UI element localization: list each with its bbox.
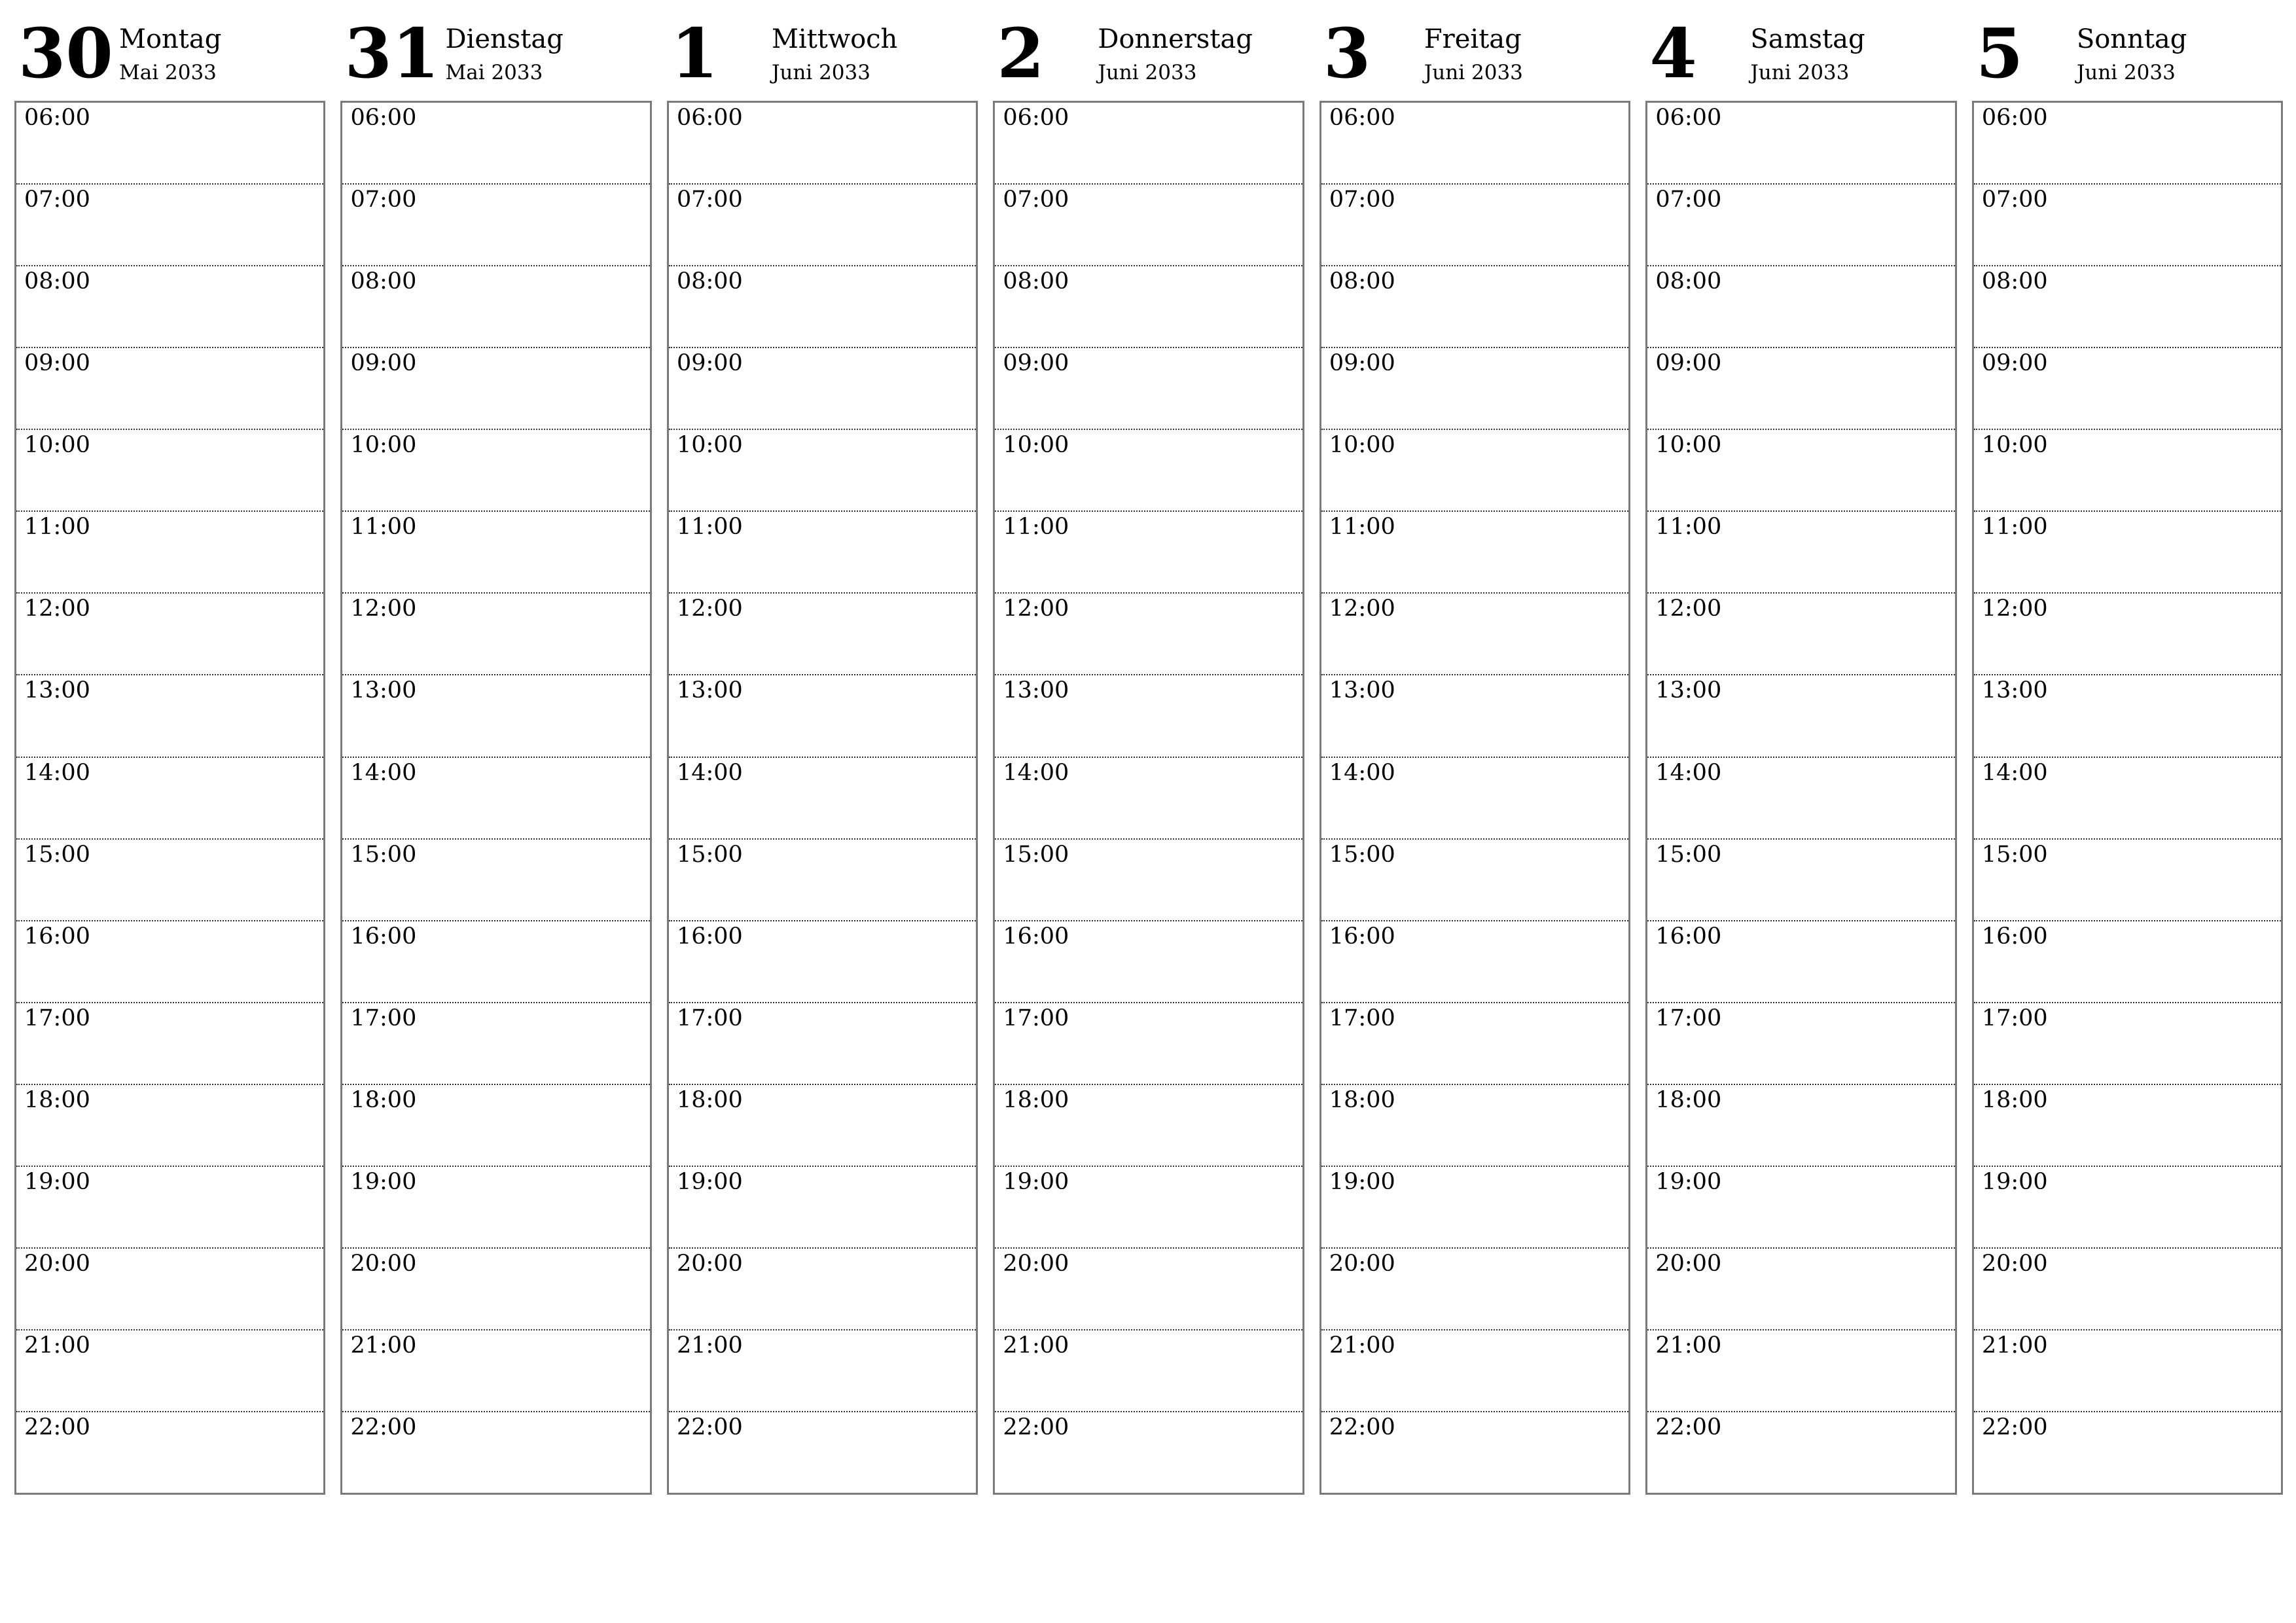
time-label: 06:00 — [1003, 105, 1069, 131]
time-label: 21:00 — [1655, 1332, 1722, 1359]
time-slot[interactable] — [1647, 347, 1954, 429]
time-label: 13:00 — [1655, 677, 1722, 704]
day-column — [1319, 13, 1630, 1497]
time-label: 21:00 — [24, 1332, 90, 1359]
time-label: 19:00 — [1329, 1168, 1395, 1195]
time-slot[interactable] — [1974, 1411, 2281, 1493]
time-slot[interactable] — [1974, 265, 2281, 347]
time-slot[interactable] — [995, 429, 1302, 510]
time-label: 18:00 — [1655, 1086, 1722, 1113]
time-label: 22:00 — [676, 1414, 743, 1440]
time-slot[interactable] — [1647, 592, 1954, 674]
time-label: 16:00 — [1655, 923, 1722, 950]
time-label: 22:00 — [1981, 1414, 2048, 1440]
time-label: 10:00 — [1003, 432, 1069, 459]
time-label: 16:00 — [350, 923, 417, 950]
time-label: 08:00 — [1981, 268, 2048, 295]
time-slot[interactable] — [342, 920, 649, 1002]
time-label: 06:00 — [1655, 105, 1722, 131]
time-label: 20:00 — [1329, 1250, 1395, 1277]
time-label: 08:00 — [1329, 268, 1395, 295]
time-slot[interactable] — [1974, 429, 2281, 510]
time-slot[interactable] — [342, 757, 649, 838]
time-label: 18:00 — [1329, 1086, 1395, 1113]
day-column — [340, 13, 651, 1497]
day-header — [1645, 13, 1956, 101]
time-slot[interactable] — [16, 1166, 323, 1247]
time-label: 11:00 — [1655, 514, 1722, 541]
day-number: 3 — [1323, 13, 1371, 94]
day-schedule-box — [667, 101, 978, 1495]
time-slot[interactable] — [1321, 757, 1628, 838]
time-label: 13:00 — [24, 677, 90, 704]
day-header — [1972, 13, 2283, 101]
time-slot[interactable] — [1321, 1084, 1628, 1166]
time-slot[interactable] — [1974, 1002, 2281, 1084]
time-label: 15:00 — [1981, 841, 2048, 868]
time-slot[interactable] — [342, 1411, 649, 1493]
time-slot[interactable] — [669, 103, 976, 183]
day-schedule-box — [1319, 101, 1630, 1495]
time-slot[interactable] — [669, 429, 976, 510]
time-label: 13:00 — [1329, 677, 1395, 704]
time-label: 09:00 — [1655, 350, 1722, 377]
time-slot[interactable] — [669, 592, 976, 674]
time-slot[interactable] — [669, 183, 976, 265]
time-label: 22:00 — [1655, 1414, 1722, 1440]
time-slot[interactable] — [16, 103, 323, 183]
time-slot[interactable] — [995, 1329, 1302, 1411]
time-slot[interactable] — [1321, 1247, 1628, 1329]
time-label: 10:00 — [1981, 432, 2048, 459]
day-month: Juni 2033 — [1750, 61, 1850, 84]
time-label: 15:00 — [1329, 841, 1395, 868]
day-schedule-box — [340, 101, 651, 1495]
time-label: 15:00 — [350, 841, 417, 868]
time-label: 13:00 — [1003, 677, 1069, 704]
time-label: 17:00 — [1329, 1005, 1395, 1031]
time-slot[interactable] — [16, 1411, 323, 1493]
time-slot[interactable] — [16, 757, 323, 838]
time-label: 10:00 — [24, 432, 90, 459]
time-label: 12:00 — [1981, 596, 2048, 622]
time-slot[interactable] — [1321, 592, 1628, 674]
time-label: 17:00 — [1981, 1005, 2048, 1031]
day-header — [1319, 13, 1630, 101]
time-label: 18:00 — [1003, 1086, 1069, 1113]
time-label: 12:00 — [676, 596, 743, 622]
time-label: 07:00 — [1981, 187, 2048, 213]
time-slot[interactable] — [669, 265, 976, 347]
time-slot[interactable] — [342, 592, 649, 674]
time-slot[interactable] — [669, 347, 976, 429]
time-slot[interactable] — [16, 838, 323, 920]
time-label: 07:00 — [1655, 187, 1722, 213]
time-slot[interactable] — [669, 1002, 976, 1084]
time-slot[interactable] — [669, 1247, 976, 1329]
time-slot[interactable] — [1647, 103, 1954, 183]
time-label: 07:00 — [24, 187, 90, 213]
time-label: 07:00 — [1329, 187, 1395, 213]
day-header — [993, 13, 1304, 101]
day-name: Montag — [119, 24, 222, 54]
time-label: 06:00 — [350, 105, 417, 131]
time-slot[interactable] — [1974, 920, 2281, 1002]
time-label: 12:00 — [24, 596, 90, 622]
day-name: Mittwoch — [771, 24, 898, 54]
time-slot[interactable] — [16, 1084, 323, 1166]
time-slot[interactable] — [669, 1329, 976, 1411]
time-slot[interactable] — [1321, 1166, 1628, 1247]
time-label: 13:00 — [676, 677, 743, 704]
day-month: Mai 2033 — [119, 61, 217, 84]
time-slot[interactable] — [995, 183, 1302, 265]
day-name: Dienstag — [445, 24, 564, 54]
weekly-planner — [14, 13, 2283, 1497]
time-label: 06:00 — [1329, 105, 1395, 131]
time-label: 11:00 — [1003, 514, 1069, 541]
time-label: 22:00 — [24, 1414, 90, 1440]
time-slot[interactable] — [1321, 1002, 1628, 1084]
time-slot[interactable] — [1321, 920, 1628, 1002]
day-number: 2 — [997, 13, 1045, 94]
time-slot[interactable] — [995, 510, 1302, 592]
time-slot[interactable] — [995, 1166, 1302, 1247]
time-slot[interactable] — [1647, 1247, 1954, 1329]
time-slot[interactable] — [995, 920, 1302, 1002]
day-month: Juni 2033 — [771, 61, 870, 84]
day-name: Samstag — [1750, 24, 1865, 54]
time-label: 09:00 — [24, 350, 90, 377]
time-slot[interactable] — [342, 265, 649, 347]
time-label: 21:00 — [1981, 1332, 2048, 1359]
time-slot[interactable] — [342, 429, 649, 510]
time-label: 07:00 — [350, 187, 417, 213]
day-month: Juni 2033 — [1098, 61, 1197, 84]
time-slot[interactable] — [16, 674, 323, 756]
time-label: 17:00 — [350, 1005, 417, 1031]
time-label: 12:00 — [1655, 596, 1722, 622]
time-label: 20:00 — [1003, 1250, 1069, 1277]
time-slot[interactable] — [342, 1329, 649, 1411]
time-slot[interactable] — [1974, 510, 2281, 592]
time-slot[interactable] — [1321, 674, 1628, 756]
time-slot[interactable] — [342, 1166, 649, 1247]
time-label: 20:00 — [350, 1250, 417, 1277]
time-slot[interactable] — [342, 347, 649, 429]
time-slot[interactable] — [669, 674, 976, 756]
time-label: 12:00 — [350, 596, 417, 622]
time-label: 10:00 — [1329, 432, 1395, 459]
time-label: 22:00 — [1003, 1414, 1069, 1440]
time-label: 22:00 — [350, 1414, 417, 1440]
day-schedule-box — [1972, 101, 2283, 1495]
day-number: 4 — [1649, 13, 1697, 94]
time-label: 18:00 — [1981, 1086, 2048, 1113]
day-number: 5 — [1975, 13, 2024, 94]
time-label: 14:00 — [1329, 759, 1395, 786]
time-slot[interactable] — [669, 920, 976, 1002]
day-schedule-box — [14, 101, 325, 1495]
day-column — [1972, 13, 2283, 1497]
day-number: 1 — [670, 13, 719, 94]
time-label: 11:00 — [350, 514, 417, 541]
time-slot[interactable] — [342, 674, 649, 756]
time-label: 17:00 — [1655, 1005, 1722, 1031]
time-label: 11:00 — [1329, 514, 1395, 541]
time-label: 20:00 — [1981, 1250, 2048, 1277]
time-slot[interactable] — [995, 1002, 1302, 1084]
time-slot[interactable] — [1647, 183, 1954, 265]
time-label: 12:00 — [1003, 596, 1069, 622]
time-slot[interactable] — [342, 183, 649, 265]
time-label: 08:00 — [24, 268, 90, 295]
day-month: Juni 2033 — [2076, 61, 2176, 84]
time-slot[interactable] — [342, 838, 649, 920]
time-slot[interactable] — [1974, 347, 2281, 429]
time-label: 21:00 — [1329, 1332, 1395, 1359]
time-label: 11:00 — [24, 514, 90, 541]
time-slot[interactable] — [16, 183, 323, 265]
time-slot[interactable] — [1974, 1329, 2281, 1411]
time-label: 11:00 — [676, 514, 743, 541]
time-label: 07:00 — [1003, 187, 1069, 213]
time-label: 20:00 — [676, 1250, 743, 1277]
time-label: 19:00 — [1981, 1168, 2048, 1195]
time-slot[interactable] — [995, 1411, 1302, 1493]
time-slot[interactable] — [16, 347, 323, 429]
time-slot[interactable] — [1974, 183, 2281, 265]
time-slot[interactable] — [1647, 1329, 1954, 1411]
time-slot[interactable] — [1647, 920, 1954, 1002]
time-slot[interactable] — [995, 674, 1302, 756]
time-slot[interactable] — [995, 838, 1302, 920]
day-column — [14, 13, 325, 1497]
time-label: 19:00 — [350, 1168, 417, 1195]
time-slot[interactable] — [669, 1084, 976, 1166]
time-slot[interactable] — [669, 510, 976, 592]
time-slot[interactable] — [16, 592, 323, 674]
time-slot[interactable] — [1647, 429, 1954, 510]
time-label: 15:00 — [1655, 841, 1722, 868]
time-slot[interactable] — [1647, 1411, 1954, 1493]
time-slot[interactable] — [1647, 1002, 1954, 1084]
time-label: 14:00 — [350, 759, 417, 786]
time-label: 16:00 — [676, 923, 743, 950]
day-schedule-box — [1645, 101, 1956, 1495]
time-slot[interactable] — [1974, 1247, 2281, 1329]
day-number: 30 — [18, 13, 113, 94]
time-label: 16:00 — [1981, 923, 2048, 950]
time-label: 07:00 — [676, 187, 743, 213]
time-label: 09:00 — [1329, 350, 1395, 377]
time-slot[interactable] — [1974, 838, 2281, 920]
time-slot[interactable] — [342, 1247, 649, 1329]
day-header — [667, 13, 978, 101]
time-label: 12:00 — [1329, 596, 1395, 622]
time-label: 20:00 — [24, 1250, 90, 1277]
day-name: Freitag — [1424, 24, 1522, 54]
day-number: 31 — [344, 13, 440, 94]
time-slot[interactable] — [669, 838, 976, 920]
day-name: Donnerstag — [1098, 24, 1253, 54]
time-label: 10:00 — [676, 432, 743, 459]
time-label: 08:00 — [350, 268, 417, 295]
time-label: 14:00 — [1003, 759, 1069, 786]
time-label: 18:00 — [350, 1086, 417, 1113]
time-label: 06:00 — [24, 105, 90, 131]
time-slot[interactable] — [1974, 1166, 2281, 1247]
time-label: 22:00 — [1329, 1414, 1395, 1440]
time-label: 10:00 — [350, 432, 417, 459]
time-slot[interactable] — [1647, 674, 1954, 756]
time-label: 19:00 — [676, 1168, 743, 1195]
time-label: 15:00 — [676, 841, 743, 868]
time-slot[interactable] — [1647, 265, 1954, 347]
time-label: 14:00 — [676, 759, 743, 786]
time-slot[interactable] — [16, 510, 323, 592]
time-slot[interactable] — [16, 429, 323, 510]
time-slot[interactable] — [669, 1166, 976, 1247]
time-label: 16:00 — [1003, 923, 1069, 950]
time-slot[interactable] — [16, 920, 323, 1002]
time-slot[interactable] — [16, 265, 323, 347]
time-slot[interactable] — [16, 1247, 323, 1329]
time-label: 08:00 — [1655, 268, 1722, 295]
time-slot[interactable] — [1647, 838, 1954, 920]
time-label: 15:00 — [1003, 841, 1069, 868]
time-slot[interactable] — [1647, 1166, 1954, 1247]
time-slot[interactable] — [1647, 1084, 1954, 1166]
time-label: 21:00 — [676, 1332, 743, 1359]
time-label: 19:00 — [24, 1168, 90, 1195]
time-label: 18:00 — [24, 1086, 90, 1113]
time-slot[interactable] — [342, 103, 649, 183]
time-label: 17:00 — [1003, 1005, 1069, 1031]
time-label: 08:00 — [676, 268, 743, 295]
time-slot[interactable] — [1321, 183, 1628, 265]
time-label: 17:00 — [676, 1005, 743, 1031]
time-label: 13:00 — [350, 677, 417, 704]
day-column — [667, 13, 978, 1497]
time-slot[interactable] — [1974, 592, 2281, 674]
day-month: Mai 2033 — [445, 61, 543, 84]
time-label: 13:00 — [1981, 677, 2048, 704]
day-month: Juni 2033 — [1424, 61, 1523, 84]
time-slot[interactable] — [16, 1002, 323, 1084]
time-slot[interactable] — [1321, 1411, 1628, 1493]
time-label: 17:00 — [24, 1005, 90, 1031]
time-label: 14:00 — [1981, 759, 2048, 786]
time-label: 06:00 — [1981, 105, 2048, 131]
time-label: 19:00 — [1655, 1168, 1722, 1195]
time-slot[interactable] — [1321, 1329, 1628, 1411]
day-column — [1645, 13, 1956, 1497]
time-label: 14:00 — [24, 759, 90, 786]
time-slot[interactable] — [1321, 347, 1628, 429]
time-label: 11:00 — [1981, 514, 2048, 541]
time-slot[interactable] — [995, 757, 1302, 838]
time-slot[interactable] — [1974, 757, 2281, 838]
time-slot[interactable] — [1321, 510, 1628, 592]
day-header — [14, 13, 325, 101]
time-slot[interactable] — [1321, 838, 1628, 920]
time-label: 21:00 — [1003, 1332, 1069, 1359]
time-label: 20:00 — [1655, 1250, 1722, 1277]
time-slot[interactable] — [669, 757, 976, 838]
day-schedule-box — [993, 101, 1304, 1495]
time-label: 21:00 — [350, 1332, 417, 1359]
time-label: 06:00 — [676, 105, 743, 131]
time-slot[interactable] — [995, 103, 1302, 183]
time-slot[interactable] — [1321, 103, 1628, 183]
time-label: 09:00 — [1981, 350, 2048, 377]
time-label: 09:00 — [350, 350, 417, 377]
time-slot[interactable] — [995, 347, 1302, 429]
time-label: 10:00 — [1655, 432, 1722, 459]
time-slot[interactable] — [995, 265, 1302, 347]
time-label: 16:00 — [24, 923, 90, 950]
time-slot[interactable] — [995, 1084, 1302, 1166]
time-slot[interactable] — [16, 1329, 323, 1411]
time-slot[interactable] — [1321, 265, 1628, 347]
time-slot[interactable] — [1321, 429, 1628, 510]
time-slot[interactable] — [995, 1247, 1302, 1329]
time-label: 16:00 — [1329, 923, 1395, 950]
time-label: 19:00 — [1003, 1168, 1069, 1195]
time-label: 09:00 — [1003, 350, 1069, 377]
time-slot[interactable] — [1647, 757, 1954, 838]
time-label: 15:00 — [24, 841, 90, 868]
time-slot[interactable] — [995, 592, 1302, 674]
time-slot[interactable] — [342, 1084, 649, 1166]
time-slot[interactable] — [1647, 510, 1954, 592]
time-label: 14:00 — [1655, 759, 1722, 786]
day-column — [993, 13, 1304, 1497]
time-slot[interactable] — [342, 1002, 649, 1084]
time-slot[interactable] — [342, 510, 649, 592]
time-label: 09:00 — [676, 350, 743, 377]
time-label: 18:00 — [676, 1086, 743, 1113]
day-header — [340, 13, 651, 101]
day-name: Sonntag — [2076, 24, 2187, 54]
time-label: 08:00 — [1003, 268, 1069, 295]
time-slot[interactable] — [1974, 674, 2281, 756]
time-slot[interactable] — [1974, 103, 2281, 183]
time-slot[interactable] — [669, 1411, 976, 1493]
time-slot[interactable] — [1974, 1084, 2281, 1166]
